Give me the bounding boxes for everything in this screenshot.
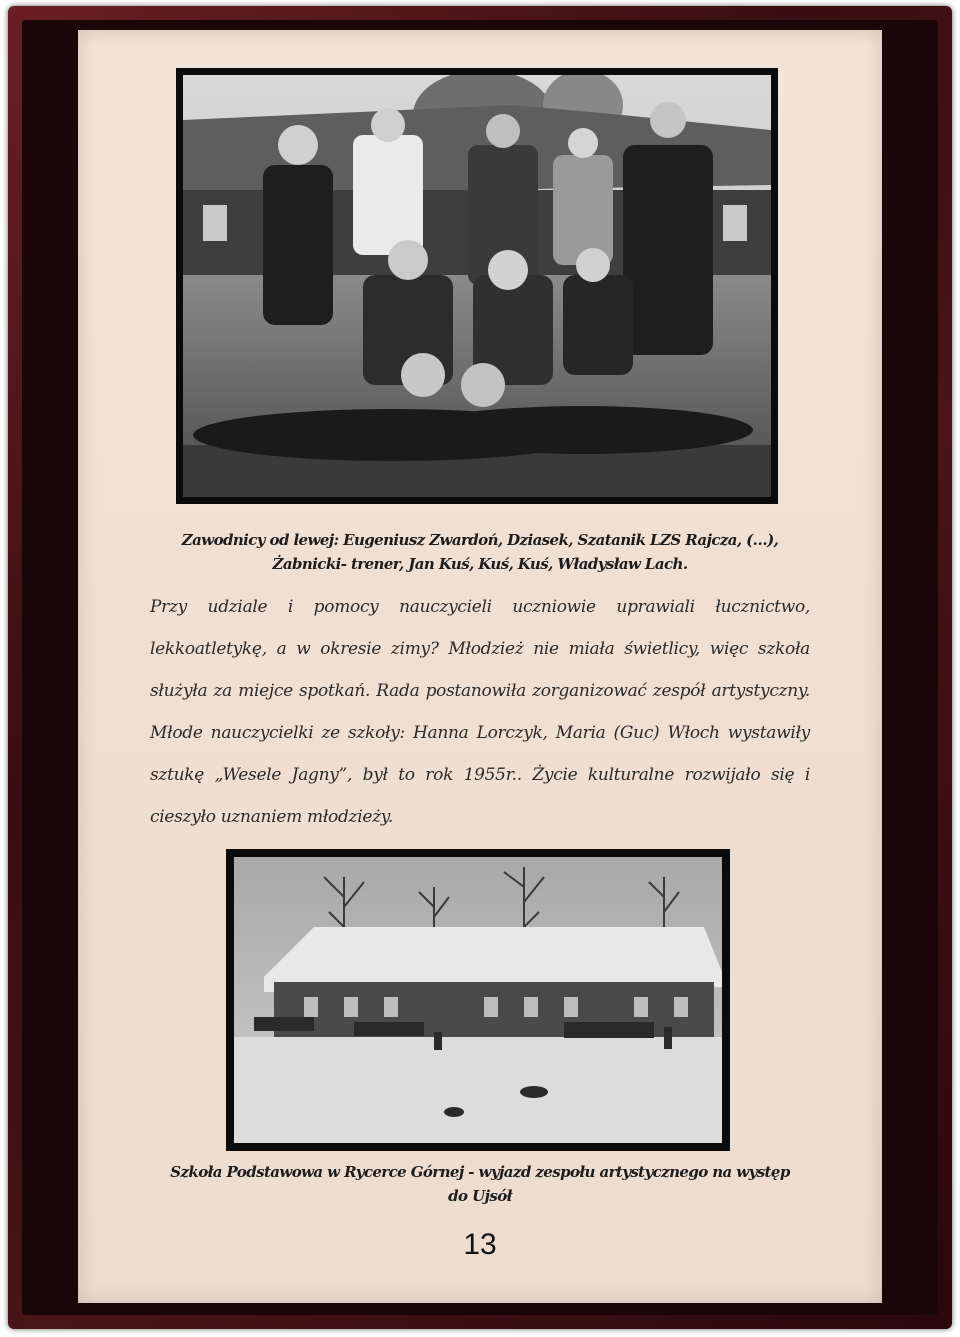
page-number: 13 — [463, 1228, 497, 1261]
school-photo-image — [234, 857, 722, 1143]
school-photo-caption-line-1: Szkoła Podstawowa w Rycerce Górnej - wyjazd zespołu artystycznego na występ — [170, 1163, 790, 1181]
body-paragraph: Przy udziale i pomocy nauczycieli uczniowie uprawiali łucznictwo, lekkoatletykę, a w okresie zimy? Młodzież nie miała świetlicy, więc szkoła służyła za miejce spotkań. Rada postanowiła zorganizować zespół artystyczny. Młode nauczycielki ze szkoły: Hanna Lorczyk, Maria (Guc) Włoch wystawiły sztukę „Wesele Jagny”, był to rok 1955r.. Życie kulturalne rozwijało się i cieszyło uznaniem młodzieży. — [150, 597, 810, 827]
team-photo-caption — [150, 528, 810, 576]
team-photo — [176, 68, 778, 504]
team-photo-caption-line-1: Zawodnicy od lewej: Eugeniusz Zwardoń, Dziasek, Szatanik LZS Rajcza, (…), — [181, 531, 779, 549]
school-photo — [226, 849, 730, 1151]
school-photo-caption-line-2: do Ujsół — [448, 1187, 512, 1205]
team-photo-caption-line-2: Żabnicki- trener, Jan Kuś, Kuś, Kuś, Władysław Lach. — [272, 555, 688, 573]
school-photo-caption — [130, 1160, 830, 1208]
team-photo-image — [183, 75, 771, 497]
